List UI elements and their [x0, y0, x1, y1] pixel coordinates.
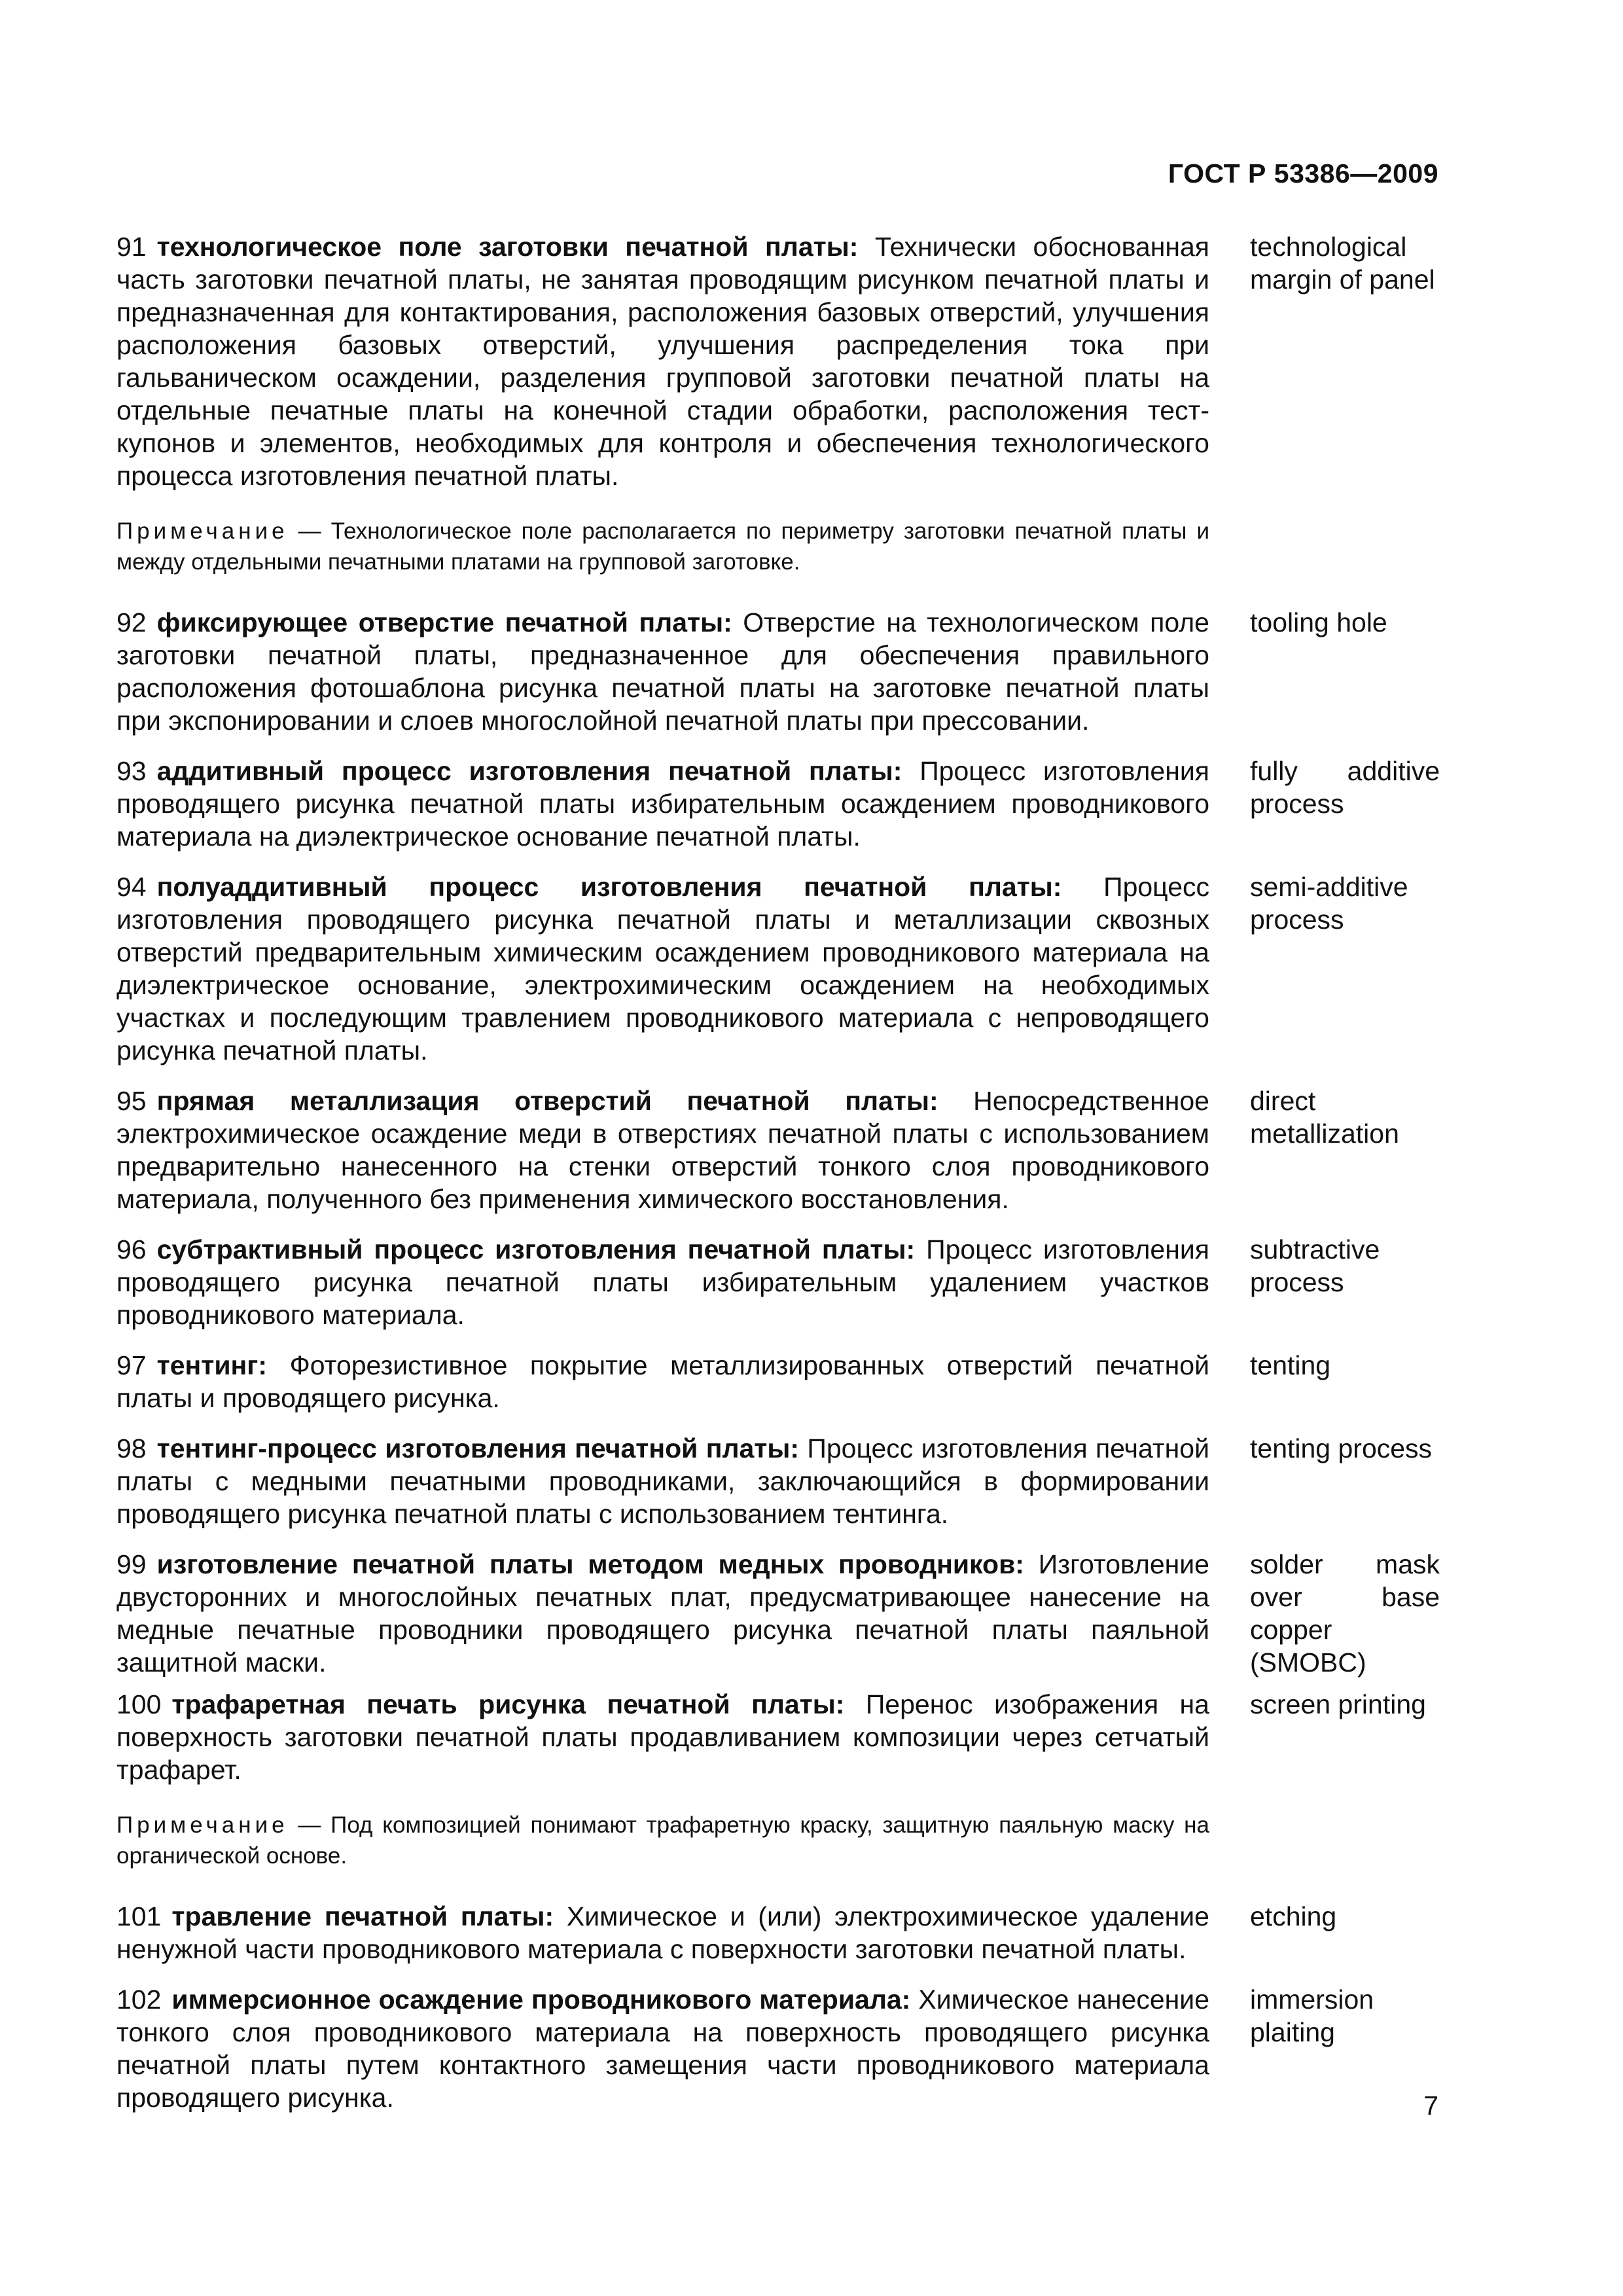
term-number: 93	[116, 756, 147, 786]
term-number: 95	[116, 1086, 147, 1116]
term-entry-92	[116, 606, 1442, 737]
note	[116, 516, 1209, 577]
term-text: Процесс изготовления проводящего рисунка печатной платы избирательным осаждением проводникового материала на диэлектрическое основание печатной платы.	[116, 756, 1209, 852]
term-english: screen printing	[1250, 1689, 1426, 1719]
term-text: Процесс изготовления проводящего рисунка печатной платы избирательным удалением участков проводникового материала.	[116, 1234, 1209, 1330]
term-definition	[116, 1983, 1209, 2114]
term-name: аддитивный процесс изготовления печатной платы:	[156, 756, 902, 786]
term-english: tenting process	[1250, 1433, 1433, 1463]
term-text: Перенос изображения на поверхность заготовки печатной платы продавливанием композиции через сетчатый трафарет.	[116, 1689, 1209, 1785]
term-entry-97	[116, 1349, 1442, 1414]
term-number: 96	[116, 1234, 147, 1265]
term-number: 102	[116, 1984, 162, 2015]
term-number: 92	[116, 607, 147, 637]
term-english: tooling hole	[1250, 607, 1387, 637]
term-entry-98	[116, 1432, 1442, 1530]
term-english: semi-additive process	[1250, 872, 1408, 935]
term-english: immersion plaiting	[1250, 1984, 1374, 2047]
term-english: etching	[1250, 1901, 1337, 1931]
term-text: Отверстие на технологическом поле заготовки печатной платы, предназначенное для обеспечения правильного расположения фотошаблона рисунка печатной платы на заготовке печатной платы при экспонировании и слоев многослойной печатной платы при прессовании.	[116, 607, 1209, 736]
term-entry-102	[116, 1983, 1442, 2114]
term-number: 97	[116, 1350, 147, 1380]
term-name: травление печатной платы:	[171, 1901, 554, 1931]
term-text: Технически обоснованная часть заготовки печатной платы, не занятая проводящим рисунком печатной платы и предназначенная для контактирования, расположения базовых отверстий, улучшения расположения базовых отверстий, улучшения распределения тока при гальваническом осаждении, разделения групповой заготовки печатной платы на отдельные печатные платы на конечной стадии обработки, расположения тест-купонов и элементов, необходимых для контроля и обеспечения технологического процесса изготовления печатной платы.	[116, 232, 1209, 491]
term-text: Изготовление двусторонних и многослойных печатных плат, предусматривающее нанесение на медные печатные проводники проводящего рисунка печатной платы паяльной защитной маски.	[116, 1549, 1209, 1677]
term-definition	[116, 755, 1209, 853]
term-number: 98	[116, 1433, 147, 1463]
term-name: иммерсионное осаждение проводникового материала:	[171, 1984, 911, 2015]
term-definition	[116, 1900, 1209, 1965]
term-text: Процесс изготовления проводящего рисунка печатной платы и металлизации сквозных отверстий предварительным химическим осаждением проводникового материала на диэлектрическое основание, электрохимическим осаждением на необходимых участках и последующим травлением проводникового материала с непроводящего рисунка печатной платы.	[116, 872, 1209, 1066]
term-text: Фоторезистивное покрытие металлизированных отверстий печатной платы и проводящего рисунка.	[116, 1350, 1209, 1413]
term-definition	[116, 1085, 1209, 1215]
term-name: полуаддитивный процесс изготовления печатной платы:	[156, 872, 1062, 902]
terms-section	[116, 230, 1442, 2114]
page-number: 7	[1423, 2090, 1438, 2121]
term-name: фиксирующее отверстие печатной платы:	[156, 607, 732, 637]
term-text: Химическое нанесение тонкого слоя проводникового материала на поверхность проводящего рисунка печатной платы путем контактного замещения части проводникового материала проводящего рисунка.	[116, 1984, 1209, 2113]
term-name: прямая металлизация отверстий печатной платы:	[156, 1086, 938, 1116]
term-english: fully additive process	[1250, 756, 1440, 819]
term-text: Непосредственное электрохимическое осаждение меди в отверстиях печатной платы с использованием предварительно нанесенного на стенки отверстий тонкого слоя проводникового материала, полученного без применения химического восстановления.	[116, 1086, 1209, 1214]
term-entry-93	[116, 755, 1442, 853]
term-name: тентинг:	[156, 1350, 268, 1380]
term-name: технологическое поле заготовки печатной платы:	[156, 232, 859, 262]
note-text: — Технологическое поле располагается по периметру заготовки печатной платы и между отдельными печатными платами на групповой заготовке.	[116, 518, 1210, 575]
term-entry-100	[116, 1688, 1442, 1786]
term-english: tenting	[1250, 1350, 1331, 1380]
term-english: technological margin of panel	[1250, 232, 1435, 295]
term-definition	[116, 1432, 1209, 1530]
term-entry-101	[116, 1900, 1442, 1965]
term-number: 94	[116, 872, 147, 902]
term-name: субтрактивный процесс изготовления печатной платы:	[156, 1234, 916, 1265]
term-number: 91	[116, 232, 147, 262]
term-entry-96	[116, 1233, 1442, 1331]
term-english: solder mask over base copper (SMOBC)	[1250, 1549, 1440, 1677]
term-text: Химическое и (или) электрохимическое удаление ненужной части проводникового материала с поверхности заготовки печатной платы.	[116, 1901, 1209, 1964]
term-entry-95	[116, 1085, 1442, 1215]
term-text: Процесс изготовления печатной платы с медными печатными проводниками, заключающийся в формировании проводящего рисунка печатной платы с использованием тентинга.	[116, 1433, 1209, 1529]
term-definition	[116, 1688, 1209, 1786]
note-label: Примечание	[116, 1812, 289, 1838]
term-english: direct metallization	[1250, 1086, 1399, 1149]
term-english: subtractive process	[1250, 1234, 1380, 1297]
term-name: трафаретная печать рисунка печатной платы:	[171, 1689, 845, 1719]
note-label: Примечание	[116, 518, 289, 544]
term-entry-94	[116, 870, 1442, 1067]
term-number: 99	[116, 1549, 147, 1579]
term-entry-91	[116, 230, 1442, 492]
note-text: — Под композицией понимают трафаретную краску, защитную паяльную маску на органической основе.	[116, 1812, 1209, 1869]
term-definition	[116, 1349, 1209, 1414]
term-definition	[116, 606, 1209, 737]
term-number: 101	[116, 1901, 162, 1931]
document-id: ГОСТ Р 53386—2009	[1168, 158, 1438, 188]
term-name: изготовление печатной платы методом медных проводников:	[156, 1549, 1024, 1579]
term-definition	[116, 870, 1209, 1067]
term-definition	[116, 1548, 1209, 1679]
note	[116, 1810, 1209, 1871]
term-number: 100	[116, 1689, 162, 1719]
term-definition	[116, 1233, 1209, 1331]
term-entry-99	[116, 1548, 1442, 1679]
term-name: тентинг-процесс изготовления печатной платы:	[156, 1433, 800, 1463]
term-definition	[116, 230, 1209, 492]
